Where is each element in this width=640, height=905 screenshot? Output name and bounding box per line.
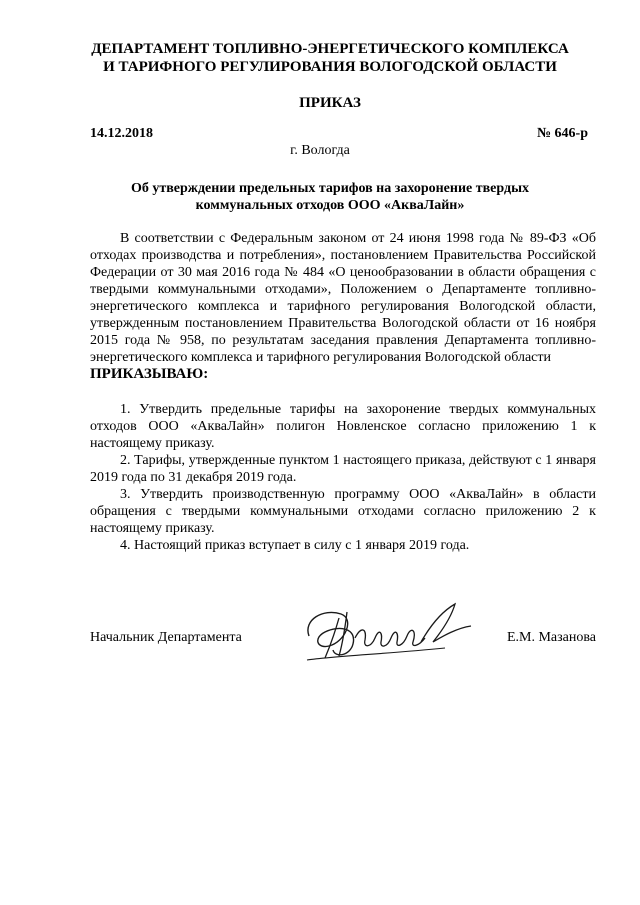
order-number: № 646-р	[536, 126, 588, 141]
handwritten-signature	[295, 598, 475, 668]
header-line-2: И ТАРИФНОГО РЕГУЛИРОВАНИЯ ВОЛОГОДСКОЙ ОБЛАСТИ	[103, 59, 557, 75]
decree-word: ПРИКАЗЫВАЮ:	[90, 366, 209, 382]
preamble-paragraph: В соответствии с Федеральным законом от 24 июня 1998 года № 89-ФЗ «Об отходах производства и потребления», постановлением Правительства Российской Федерации от 30 мая 2016 года № 484 «О ценообразовании в области обращения с твердыми коммунальными отходами», Положением о Департаменте топливно-энергетического комплекса и тарифного регулирования Вологодской области, утвержденным постановлением Правительства Вологодской области от 16 ноября 2015 года № 958, по результатам заседания правления Департамента топливно-энергетического комплекса и тарифного регулирования Вологодской области	[90, 231, 596, 365]
signatory-position: Начальник Департамента	[90, 630, 242, 645]
order-body	[90, 230, 596, 554]
order-item-3: 3. Утвердить производственную программу ООО «АкваЛайн» в области обращения с твердыми коммунальными отходами согласно приложению 2 к настоящему приказу.	[90, 487, 596, 536]
order-city: г. Вологда	[290, 143, 350, 158]
order-item-2: 2. Тарифы, утвержденные пунктом 1 настоящего приказа, действуют с 1 января 2019 года по 31 декабря 2019 года.	[90, 453, 596, 485]
header-line-1: ДЕПАРТАМЕНТ ТОПЛИВНО-ЭНЕРГЕТИЧЕСКОГО КОМПЛЕКСА	[91, 41, 569, 57]
order-item-1: 1. Утвердить предельные тарифы на захоронение твердых коммунальных отходов ООО «АкваЛайн» полигон Новленское согласно приложению 1 к настоящему приказу.	[90, 402, 596, 451]
signature-block	[90, 624, 596, 684]
department-header	[60, 40, 600, 76]
order-date: 14.12.2018	[90, 126, 153, 141]
subject-line-1: Об утверждении предельных тарифов на захоронение твердых	[130, 181, 530, 196]
document-type: ПРИКАЗ	[299, 95, 361, 111]
order-item-4: 4. Настоящий приказ вступает в силу с 1 января 2019 года.	[120, 538, 470, 553]
signatory-name: Е.М. Мазанова	[506, 630, 596, 645]
order-subject	[100, 180, 560, 214]
subject-line-2: коммунальных отходов ООО «АкваЛайн»	[195, 198, 465, 213]
spacer	[90, 383, 596, 401]
